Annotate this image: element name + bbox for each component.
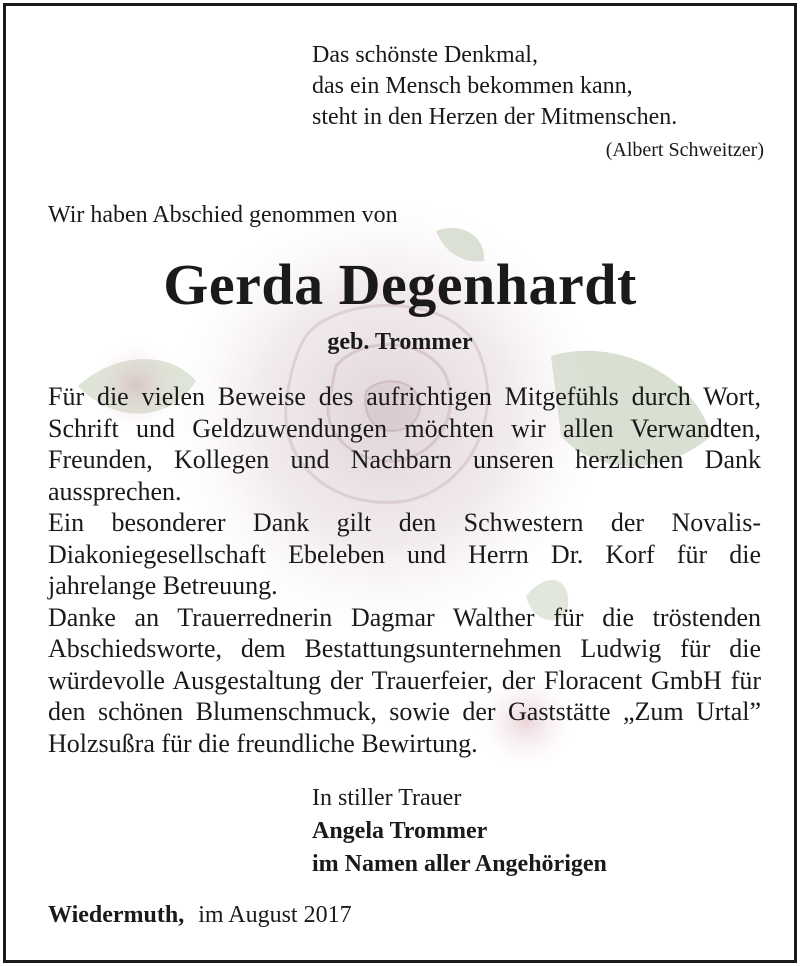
signer-name: Angela Trommer: [312, 818, 488, 844]
intro-line: Wir haben Abschied genommen von: [48, 202, 398, 228]
obituary-frame: [3, 3, 797, 963]
paragraph: Danke an Trauerrednerin Dagmar Walther für die tröstenden Abschiedsworte, dem Bestattungsunternehmen Ludwig für die würdevolle Ausgestaltung der Trauerfeier, der Floracent GmbH für den schönen Blumenschmuck, sowie der Gaststätte „Zum Urtal” Holzsußra für die freundliche Bewirtung.: [48, 602, 761, 758]
footer: [48, 902, 352, 929]
paragraph: Für die vielen Beweise des aufrichtigen Mitgefühls durch Wort, Schrift und Geldzuwendungen möchten wir allen Verwandten, Freunden, Kollegen und Nachbarn unseren herzlichen Dank aussprechen.: [48, 382, 761, 506]
quote-author: (Albert Schweitzer): [605, 139, 764, 161]
thank-you-text: [48, 381, 761, 759]
quote-line: steht in den Herzen der Mitmenschen.: [312, 104, 678, 130]
date-text: im August 2017: [198, 902, 352, 928]
place-name: Wiedermuth,: [48, 902, 185, 928]
signoff-line: im Namen aller Angehörigen: [312, 851, 607, 877]
signoff-line: In stiller Trauer: [312, 785, 462, 811]
quote-line: Das schönste Denkmal,: [312, 42, 538, 68]
signoff-block: [312, 782, 607, 881]
quote-line: das ein Mensch bekommen kann,: [312, 73, 633, 99]
maiden-name: geb. Trommer: [327, 329, 473, 355]
deceased-name: Gerda Degenhardt: [163, 252, 637, 317]
quote-block: [312, 40, 677, 133]
paragraph: Ein besonderer Dank gilt den Schwestern der Novalis-Diakoniegesellschaft Ebeleben und Herrn Dr. Korf für die jahrelange Betreuung.: [48, 508, 761, 600]
